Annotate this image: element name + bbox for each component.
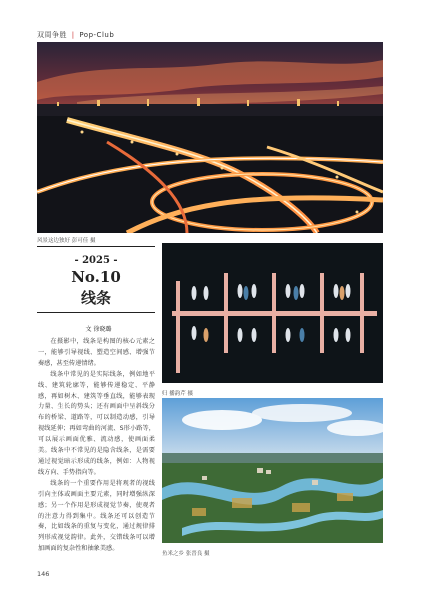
club-name: Pop-Club [79, 31, 115, 39]
page-number: 146 [37, 570, 50, 578]
title-rule-bottom [37, 312, 155, 313]
highway-interchange-image [37, 42, 383, 233]
header-separator: | [71, 31, 75, 39]
article-paragraph: 线条的一个重要作用是将观者的视线引向主体或画面主要元素，同时增强纵深感；另一个作用是形成视觉节奏，使观者的注意力得到集中。线条还可以创造节奏，比如线条的重复与变化，通过规律排列形成视觉韵律。此外，交错线条可以增加画面的复杂性和抽象美感。 [38, 479, 155, 553]
article-paragraph: 线条中常见的是实际线条，例如地平线、建筑轮廓等，能够传递稳定、平静感，再如树木、建筑等垂直线，能够表现力量、生长的势头；还有画面中呈斜线分布的桥梁、道路等，可以制造动感，引导视线延伸；再如弯曲的河流、S形小路等，可以展示画面优雅、流动感，使画面柔美。线条中不常见的是隐含线条，是需要通过视觉暗示形成的线条，例如：人物视线方向、手势指向等。 [38, 370, 155, 476]
article-byline: 文 徐晓璐 [85, 326, 112, 333]
title-rule-top [37, 246, 155, 247]
photo-river-landscape [162, 398, 383, 543]
caption-middle-photo: 归 播韵芹 摄 [162, 391, 193, 397]
caption-top-photo: 风景这边独好 彭可佳 摄 [37, 238, 96, 244]
photo-aerial-dock [162, 243, 383, 383]
aerial-dock-image [162, 243, 383, 383]
article-paragraph: 在摄影中，线条是构图的核心元素之一，能够引导视线、塑造空间感、增强节奏感，甚至传递情绪。 [38, 338, 155, 367]
caption-bottom-photo: 鱼米之乡 张晋良 摄 [162, 551, 210, 557]
issue-number: No.10 [71, 268, 121, 286]
column-name: 双周争胜 [37, 31, 67, 39]
photo-highway-interchange [37, 42, 383, 233]
article-body [38, 337, 155, 555]
river-landscape-image [162, 398, 383, 543]
issue-title: 线条 [80, 289, 111, 307]
page-header [37, 30, 114, 40]
issue-year: - 2025 - [74, 255, 118, 266]
